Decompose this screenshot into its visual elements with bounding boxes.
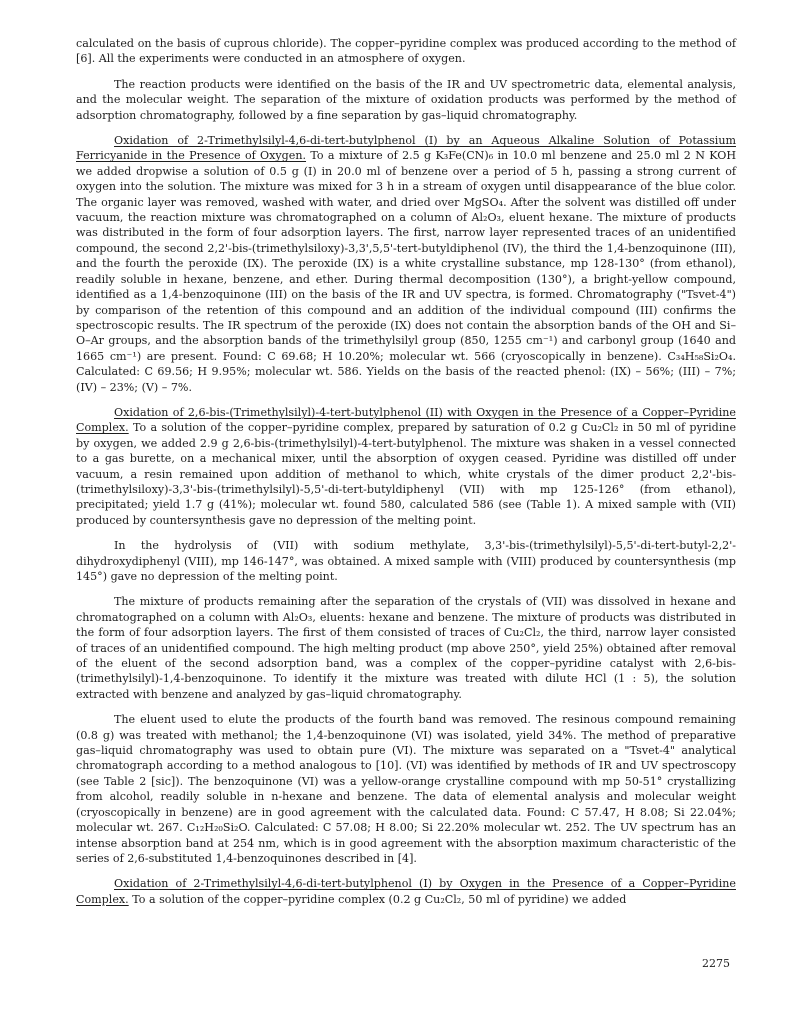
paragraph-oxidation-copper-pyridine-II [76,405,736,528]
paragraph-oxidation-ferricyanide [76,133,736,395]
section-heading: Oxidation of 2,6-bis-(Trimethylsilyl)-4-tert-butylphenol (II) with Oxygen in the Presence of a Copper–Pyridine Complex. [76,405,736,435]
page-number: 2275 [702,957,730,970]
paragraph-text: The reaction products were identified on the basis of the IR and UV spectrometric data, elemental analysis, and the molecular weight. The separation of the mixture of oxidation products was performed by the method of adsorption chromatography, followed by a fine separation by gas–liquid chromatography. [76,77,736,122]
paragraph-hydrolysis [76,538,736,584]
paragraph-text: The mixture of products remaining after the separation of the crystals of (VII) was dissolved in hexane and chromatographed on a column with Al₂O₃, eluents: hexane and benzene. The mixture of products was distributed in the form of four adsorption layers. The first of them consisted of traces of Cu₂Cl₂, the third, narrow layer consisted of traces of an unidentified compound. The high melting product (mp above 250°, yield 25%) obtained after removal of the eluent of the second adsorption band, was a complex of the copper–pyridine catalyst with 2,6-bis-(trimethylsilyl)-1,4-benzoquinone. To identify it the mixture was treated with dilute HCl (1 : 5), the solution extracted with benzene and analyzed by gas–liquid chromatography. [76,595,736,701]
paragraph-text: To a mixture of 2.5 g K₃Fe(CN)₆ in 10.0 ml benzene and 25.0 ml 2 N KOH we added dropwise a solution of 0.5 g (I) in 20.0 ml of benzene over a period of 5 h, passing a strong current of oxygen into the solution. The mixture was mixed for 3 h in a stream of oxygen until disappearance of the blue color. The organic layer was removed, washed with water, and dried over MgSO₄. After the solvent was distilled off under vacuum, the reaction mixture was chromatographed on a column of Al₂O₃, eluent hexane. The mixture of products was distributed in the form of four adsorption layers. The first, narrow layer represented traces of an unidentified compound, the second 2,2'-bis-(trimethylsiloxy)-3,3',5,5'-tert-butyldiphenol (IV), the third the 1,4-benzoquinone (III), and the fourth the peroxide (IX). The peroxide (IX) is a white crystalline substance, mp 128-130° (from ethanol), readily soluble in hexane, benzene, and ether. During thermal decomposition (130°), a bright-yellow compound, identified as a 1,4-benzoquinone (III) on the basis of the IR and UV spectra, is formed. Chromatography ("Tsvet-4") by comparison of the retention of this compound and an addition of the individual compound (III) confirms the spectroscopic results. The IR spectrum of the peroxide (IX) does not contain the absorption bands of the OH and Si–O–Ar groups, and the absorption bands of the trimethylsilyl group (850, 1255 cm⁻¹) and carbonyl group (1640 and 1665 cm⁻¹) are present. Found: C 69.68; H 10.20%; molecular wt. 566 (cryoscopically in benzene). C₃₄H₅₈Si₂O₄. Calculated: C 69.56; H 9.95%; molecular wt. 586. Yields on the basis of the reacted phenol: (IX) – 56%; (III) – 7%; (IV) – 23%; (V) – 7%. [76,149,736,394]
paragraph-text: In the hydrolysis of (VII) with sodium methylate, 3,3'-bis-(trimethylsilyl)-5,5'-di-tert-butyl-2,2'-dihydroxydiphenyl (VIII), mp 146-147°, was obtained. A mixed sample with (VIII) produced by countersynthesis (mp 145°) gave no depression of the melting point. [76,539,736,583]
paragraph-text: calculated on the basis of cuprous chloride). The copper–pyridine complex was produced according to the method of [6]. All the experiments were conducted in an atmosphere of oxygen. [76,37,736,66]
paragraph-chromatography [76,594,736,702]
paragraph-text: The eluent used to elute the products of the fourth band was removed. The resinous compound remaining (0.8 g) was treated with methanol; the 1,4-benzoquinone (VI) was isolated, yield 34%. The method of preparative gas–liquid chromatography was used to obtain pure (VI). The mixture was separated on a "Tsvet-4" analytical chromatograph according to a method analogous to [10]. (VI) was identified by methods of IR and UV spectroscopy (see Table 2 [sic]). The benzoquinone (VI) was a yellow-orange crystalline compound with mp 50-51° crystallizing from alcohol, readily soluble in n-hexane and benzene. The data of elemental analysis and molecular weight (cryoscopically in benzene) are in good agreement with the calculated data. Found: C 57.47, H 8.08; Si 22.04%; molecular wt. 267. C₁₂H₂₀Si₂O. Calculated: C 57.08; H 8.00; Si 22.20% molecular wt. 252. The UV spectrum has an intense absorption band at 254 nm, which is in good agreement with the absorption maximum characteristic of the series of 2,6-substituted 1,4-benzoquinones described in [4]. [76,713,736,865]
paragraph-text: To a solution of the copper–pyridine complex (0.2 g Cu₂Cl₂, 50 ml of pyridine) we added [132,892,627,906]
paragraph-identification [76,77,736,123]
paragraph-text: To a solution of the copper–pyridine complex, prepared by saturation of 0.2 g Cu₂Cl₂ in 50 ml of pyridine by oxygen, we added 2.9 g 2,6-bis-(trimethylsilyl)-4-tert-butylphenol. The mixture was shaken in a vessel connected to a gas burette, on a mechanical mixer, until the absorption of oxygen ceased. Pyridine was distilled off under vacuum, a resin remained upon addition of methanol to which, white crystals of the dimer product 2,2'-bis-(trimethylsiloxy)-3,3'-bis-(trimethylsilyl)-5,5'-di-tert-butyldiphenyl (VII) with mp 125-126° (from ethanol), precipitated; yield 1.7 g (41%); molecular wt. found 580, calculated 586 (see (Table 1). A mixed sample with (VII) produced by countersynthesis gave no depression of the melting point. [76,421,737,527]
paragraph-oxidation-copper-pyridine-I [76,876,736,907]
paragraph-continued [76,36,736,67]
paragraph-benzoquinone [76,712,736,866]
section-heading: Oxidation of 2-Trimethylsilyl-4,6-di-tert-butylphenol (I) by an Aqueous Alkaline Solution of Potassium Ferricyanide in the Presence of Oxygen. [76,134,736,163]
section-heading: Oxidation of 2-Trimethylsilyl-4,6-di-tert-butylphenol (I) by Oxygen in the Presence of a Copper–Pyridine Complex. [76,877,736,906]
text-column [76,36,736,917]
